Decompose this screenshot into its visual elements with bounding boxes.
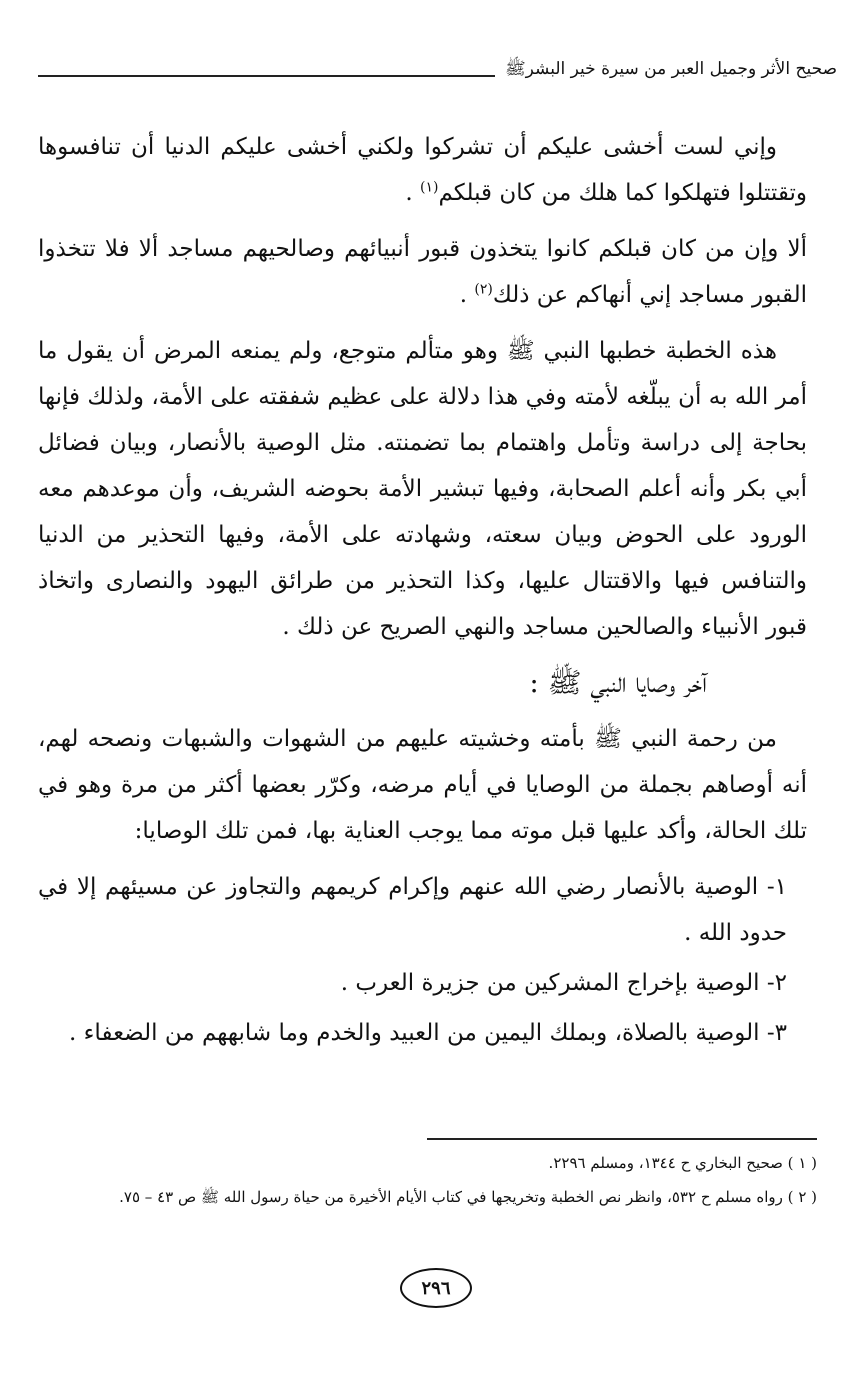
header-rule [38, 75, 495, 77]
section-heading: آخر وصايا النبي ﷺ : [529, 666, 707, 699]
wasaya-list [38, 864, 807, 1056]
footnote-2: ( ٢ ) رواه مسلم ح ٥٣٢، وانظر نص الخطبة وتخريجها في كتاب الأيام الأخيرة من حياة رسول الله ﷺ ص ٤٣ – ٧٥. [119, 1188, 817, 1206]
paragraph-hadith-2: ألا وإن من كان قبلكم كانوا يتخذون قبور أنبيائهم وصالحيهم مساجد ألا فلا تتخذوا القبور مساجد إني أنهاكم عن ذلك$^{(٢)}$ . [38, 236, 807, 308]
paragraph-hadith-1: وإني لست أخشى عليكم أن تشركوا ولكني أخشى عليكم الدنيا أن تنافسوها وتقتتلوا فتهلكوا كما هلك من كان قبلكم$^{(١)}$ . [38, 134, 807, 206]
footnote-1: ( ١ ) صحيح البخاري ح ١٣٤٤، ومسلم ٢٢٩٦. [548, 1154, 817, 1172]
footnotes [38, 1138, 817, 1214]
running-header [38, 58, 837, 83]
paragraph-intro: من رحمة النبي ﷺ بأمته وخشيته عليهم من الشهوات والشبهات ونصحه لهم، أنه أوصاهم بجملة من الوصايا في أيام مرضه، وكرّر بعضها أكثر من مرة وهو في تلك الحالة، وأكد عليها قبل موته مما يوجب العناية بها، فمن تلك الوصايا: [38, 726, 807, 844]
footnote-ref-1[interactable]: (١) [420, 179, 439, 196]
main-text [38, 124, 807, 1060]
running-title: صحيح الأثر وجميل العبر من سيرة خير البشرﷺ [505, 59, 837, 79]
paragraph-commentary: هذه الخطبة خطبها النبي ﷺ وهو متألم متوجع، ولم يمنعه المرض أن يقول ما أمر الله به أن يبلّغه لأمته وفي هذا دلالة على عظيم شفقته على الأمة، ولذلك فإنها بحاجة إلى دراسة وتأمل واهتمام بما تضمنته. مثل الوصية بالأنصار، وبيان فضائل أبي بكر وأنه أعلم الصحابة، وفيها تبشير الأمة بحوضه الشريف، وأن موعدهم معه الورود على الحوض وبيان سعته، وشهادته على الأمة، وفيها التحذير من الدنيا والتنافس فيها والاقتتال عليها، وكذا التحذير من طرائق اليهود والنصارى واتخاذ قبور الأنبياء والصالحين مساجد والنهي الصريح عن ذلك . [38, 338, 807, 640]
footnote-rule [427, 1138, 817, 1140]
list-item: ٢- الوصية بإخراج المشركين من جزيرة العرب . [340, 970, 787, 996]
page-number: ٢٩٦ [400, 1268, 472, 1308]
list-item: ٣- الوصية بالصلاة، وبملك اليمين من العبيد والخدم وما شابههم من الضعفاء . [69, 1020, 787, 1046]
list-item: ١- الوصية بالأنصار رضي الله عنهم وإكرام كريمهم والتجاوز عن مسيئهم إلا في حدود الله . [38, 874, 787, 946]
footnote-ref-2[interactable]: (٢) [474, 281, 493, 298]
